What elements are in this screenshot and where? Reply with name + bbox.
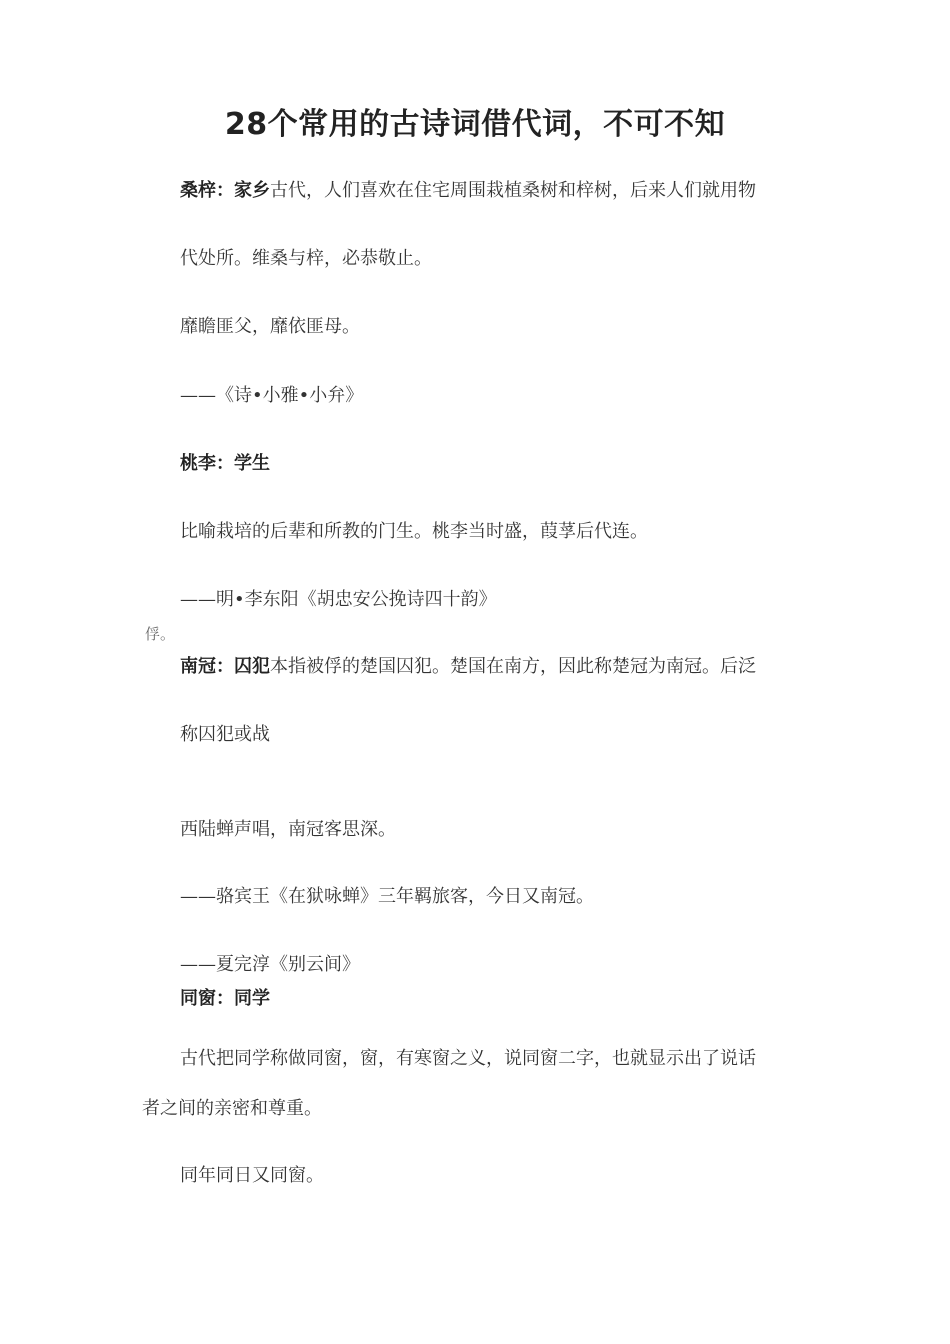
- entry-sangzi-desc-2: 代处所。维桑与梓，必恭敬止。: [180, 248, 432, 269]
- entry-nanguan-desc-1: 本指被俘的楚国囚犯。楚国在南方，因此称楚冠为南冠。后泛: [270, 656, 756, 677]
- entry-taoli-source: ——明•李东阳《胡忠安公挽诗四十韵》: [180, 589, 497, 610]
- entry-tongchuang-desc-2: 者之间的亲密和尊重。: [142, 1098, 322, 1119]
- entry-nanguan-quote: 西陆蝉声唱，南冠客思深。: [180, 819, 396, 840]
- entry-sangzi-line-1: [180, 178, 756, 204]
- document-title: 28个常用的古诗词借代词，不可不知: [224, 107, 726, 142]
- entry-nanguan-line-1: [180, 654, 756, 680]
- entry-tongchuang-desc-1: 古代把同学称做同窗，窗，有寒窗之义，说同窗二字，也就显示出了说话: [180, 1048, 756, 1069]
- entry-sangzi-source: ——《诗•小雅•小弁》: [180, 385, 364, 406]
- entry-taoli-term: 桃李：学生: [180, 453, 270, 474]
- entry-nanguan-term: 南冠：囚犯: [180, 656, 270, 677]
- entry-tongchuang-quote: 同年同日又同窗。: [180, 1165, 324, 1186]
- entry-sangzi-desc-1: 古代，人们喜欢在住宅周围栽植桑树和梓树，后来人们就用物: [270, 180, 756, 201]
- entry-sangzi-quote: 靡瞻匪父，靡依匪母。: [180, 316, 360, 337]
- stray-text: 俘。: [145, 625, 176, 643]
- entry-tongchuang-term: 同窗：同学: [180, 988, 270, 1009]
- entry-sangzi-term: 桑梓：家乡: [180, 180, 270, 201]
- entry-nanguan-source-1: ——骆宾王《在狱咏蝉》三年羁旅客，今日又南冠。: [180, 886, 594, 907]
- entry-taoli-desc: 比喻栽培的后辈和所教的门生。桃李当时盛，葭莩后代连。: [180, 521, 648, 542]
- entry-nanguan-source-2: ——夏完淳《别云间》: [180, 954, 360, 975]
- entry-nanguan-desc-2: 称囚犯或战: [180, 724, 270, 745]
